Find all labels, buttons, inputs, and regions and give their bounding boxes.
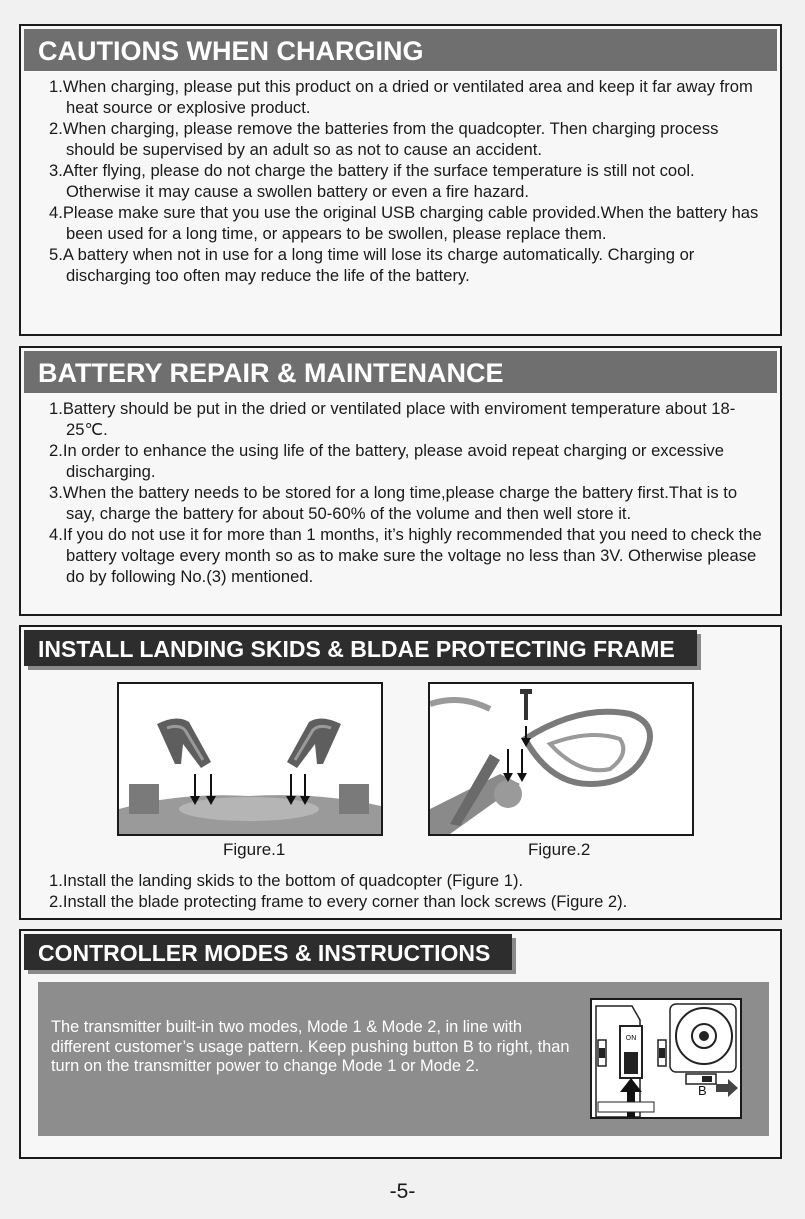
section-title: INSTALL LANDING SKIDS & BLDAE PROTECTING FRAME: [24, 630, 697, 666]
page-number: -5-: [389, 1180, 416, 1203]
list-item: 4.If you do not use it for more than 1 months, it’s highly recommended that you need to check the battery voltage every month so as to make sure the voltage no less than 3V. Otherwise please do by following No.(3) mentioned.: [49, 525, 762, 586]
section-title: CAUTIONS WHEN CHARGING: [24, 29, 777, 71]
figure-1-caption: Figure.1: [223, 840, 286, 859]
figures: [21, 666, 780, 876]
section-title: BATTERY REPAIR & MAINTENANCE: [24, 351, 777, 393]
figure-2-image: [428, 682, 694, 836]
section-install: [19, 625, 782, 920]
list-item: 5.A battery when not in use for a long time will lose its charge automatically. Charging or discharging too often may reduce the life of the battery.: [49, 245, 695, 285]
caution-list: [21, 76, 780, 286]
section-cautions-charging: [19, 24, 782, 336]
transmitter-image: [590, 998, 742, 1119]
list-item: 1.Battery should be put in the dried or ventilated place with enviroment temperature about 18-25℃.: [49, 399, 736, 439]
maintenance-list: [21, 398, 780, 587]
button-b-label: B: [698, 1083, 707, 1098]
list-item: 2.In order to enhance the using life of the battery, please avoid repeat charging or excessive discharging.: [49, 441, 724, 481]
instruction-text: The transmitter built-in two modes, Mode 1 & Mode 2, in line with different customer’s usage pattern. Keep pushing button B to right, than turn on the transmitter power to change Mode 1 or Mode 2.: [51, 1018, 570, 1075]
list-item: 3.When the battery needs to be stored for a long time,please charge the battery first.That is to say, charge the battery for about 50-60% of the volume and then well store it.: [49, 483, 738, 523]
list-item: 3.After flying, please do not charge the battery if the surface temperature is still not cool. Otherwise it may cause a swollen battery or even a fire hazard.: [49, 161, 695, 201]
install-list: [21, 870, 780, 912]
section-battery-maintenance: [19, 346, 782, 616]
list-item: 2.When charging, please remove the batteries from the quadcopter. Then charging process should be supervised by an adult so as not to cause an accident.: [49, 119, 719, 159]
figure-2-caption: Figure.2: [528, 840, 591, 859]
section-title: CONTROLLER MODES & INSTRUCTIONS: [24, 934, 512, 970]
figure-1-image: [117, 682, 383, 836]
list-item: 1.Install the landing skids to the bottom of quadcopter (Figure 1).: [49, 871, 524, 890]
list-item: 2.Install the blade protecting frame to every corner than lock screws (Figure 2).: [49, 892, 628, 911]
section-controller-modes: [19, 929, 782, 1159]
list-item: 4.Please make sure that you use the original USB charging cable provided.When the battery has been used for a long time, or appears to be swollen, please replace them.: [49, 203, 759, 243]
instruction-panel: [38, 982, 769, 1136]
list-item: 1.When charging, please put this product on a dried or ventilated area and keep it far away from heat source or explosive product.: [49, 77, 753, 117]
svg-text:ON: ON: [625, 1034, 637, 1042]
